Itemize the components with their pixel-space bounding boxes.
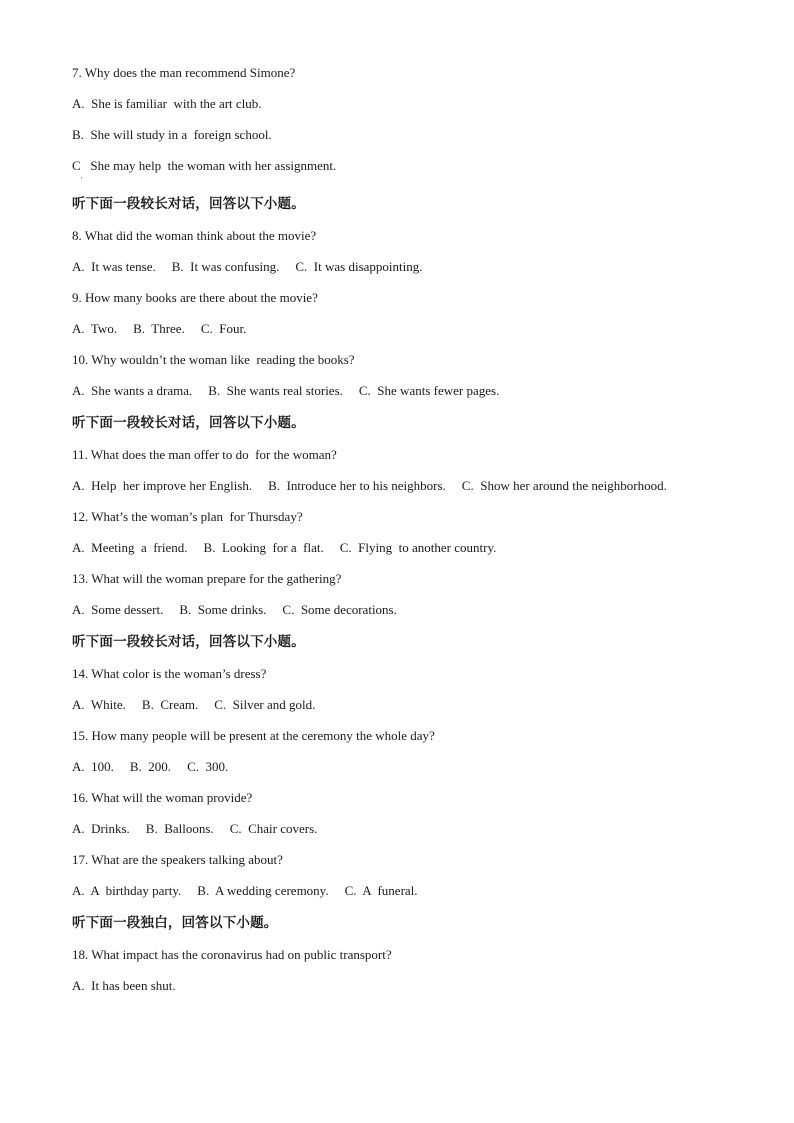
answer-option: A. It has been shut. <box>72 978 176 993</box>
answer-option: C. Some decorations. <box>282 602 397 617</box>
question-text: 13. What will the woman prepare for the gathering? <box>72 571 342 586</box>
question-text: 16. What will the woman provide? <box>72 790 253 805</box>
question-text: 9. How many books are there about the movie? <box>72 290 318 305</box>
answer-option: B. A wedding ceremony. <box>197 883 329 898</box>
answer-option: B. She will study in a foreign school. <box>72 127 272 142</box>
answer-option: B. 200. <box>129 759 172 774</box>
answer-option: C. A funeral. <box>344 883 418 898</box>
question-text: 7. Why does the man recommend Simone? <box>72 65 296 80</box>
question-text: 14. What color is the woman’s dress? <box>72 666 267 681</box>
answer-option: A. Help her improve her English. <box>72 478 253 493</box>
answer-option: B. Three. <box>133 321 185 336</box>
answer-option: C. Flying to another country. <box>339 540 497 555</box>
question-text: 18. What impact has the coronavirus had on public transport? <box>72 947 392 962</box>
answer-option: A. Drinks. <box>72 821 130 836</box>
answer-option: B. She wants real stories. <box>208 383 343 398</box>
question-text: 12. What’s the woman’s plan for Thursday? <box>72 509 303 524</box>
answer-option: A. It was tense. <box>72 259 156 274</box>
answer-option: A. 100. <box>72 759 114 774</box>
question-text: 11. What does the man offer to do for the woman? <box>72 447 337 462</box>
answer-option: C. Show her around the neighborhood. <box>461 478 667 493</box>
answer-option: C. It was disappointing. <box>295 259 423 274</box>
answer-option: B. Balloons. <box>145 821 214 836</box>
answer-option: B. Looking for a flat. <box>203 540 324 555</box>
answer-option: A. A birthday party. <box>72 883 182 898</box>
question-text: 15. How many people will be present at the ceremony the whole day? <box>72 728 435 743</box>
answer-option: C. She wants fewer pages. <box>358 383 500 398</box>
answer-option: B. Cream. <box>141 697 199 712</box>
answer-options <box>72 820 772 838</box>
answer-options <box>72 601 772 619</box>
answer-option: C. Four. <box>200 321 247 336</box>
question-text: 10. Why wouldn’t the woman like reading the books? <box>72 352 355 367</box>
answer-options <box>72 758 772 776</box>
answer-options <box>72 382 772 400</box>
stray-mark: · <box>80 173 83 183</box>
document-page <box>72 64 772 995</box>
answer-option: A. White. <box>72 697 126 712</box>
answer-options <box>72 882 772 900</box>
section-heading: 听下面一段独白，回答以下小题。 <box>72 915 278 931</box>
answer-options <box>72 320 772 338</box>
question-text: 17. What are the speakers talking about? <box>72 852 283 867</box>
section-heading: 听下面一段较长对话，回答以下小题。 <box>72 196 305 212</box>
section-heading: 听下面一段较长对话，回答以下小题。 <box>72 415 305 431</box>
answer-option: C. 300. <box>187 759 229 774</box>
answer-option: B. Introduce her to his neighbors. <box>268 478 446 493</box>
answer-option: A. She wants a drama. <box>72 383 193 398</box>
answer-options <box>72 258 772 276</box>
section-heading: 听下面一段较长对话，回答以下小题。 <box>72 634 305 650</box>
answer-option: B. Some drinks. <box>179 602 267 617</box>
answer-option: A. Some dessert. <box>72 602 164 617</box>
answer-option: B. It was confusing. <box>171 259 280 274</box>
question-text: 8. What did the woman think about the movie? <box>72 228 317 243</box>
answer-option: A. Meeting a friend. <box>72 540 188 555</box>
answer-option: A. She is familiar with the art club. <box>72 96 262 111</box>
answer-option: C. Silver and gold. <box>214 697 316 712</box>
answer-option: C. Chair covers. <box>229 821 318 836</box>
answer-option: A. Two. <box>72 321 118 336</box>
answer-option: C She may help the woman with her assignment. <box>72 158 337 173</box>
answer-options <box>72 539 772 557</box>
answer-options <box>72 696 772 714</box>
answer-options <box>72 477 772 495</box>
